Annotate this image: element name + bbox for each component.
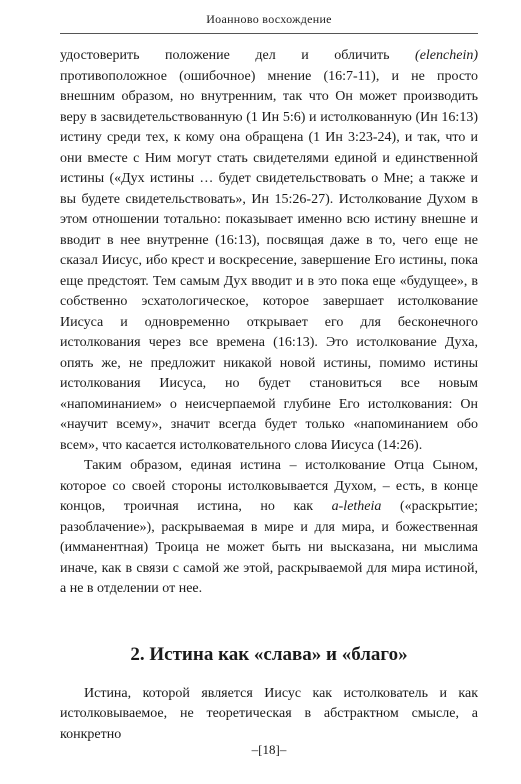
paragraph-conclusion — [60, 456, 478, 600]
spacer — [60, 600, 478, 643]
paragraph-text: удостоверить положение дел и обличить — [60, 48, 416, 63]
paragraph-text: противоположное (ошибочное) мнение (16:7-11), и не просто внешним образом, но внутренним, так что Он может производить веру в засвидетельствованную (1 Ин 5:6) и истолкованную (Ин 16:13) истину среди тех, к кому она обращена (1 Ин 3:23-24), и так, что и они вместе с Ним могут стать свидетелями единой и единственной истины («Дух истины … будет свидетельствовать о Мне; а также и вы будете свидетельствовать», Ин 15:26-27). Истолкование Духом в этом отношении тотально: показывает именно всю истину внешне и вводит в нее внутренне (16:13), посвящая даже в то, чего еще не сказал Иисус, ибо крест и воскресение, завершение Его истины, пока еще предстоят. Тем самым Дух вводит и в это пока еще «будущее», в собственно эсхатологическое, которое завершает истолкование Иисуса и одновременно открывает его для бесконечного истолкования через все времена (16:13). Это истолкование Духа, опять же, не предложит никакой новой истины, помимо истины истолкования Иисуса, но будет становиться все новым «напоминанием» о неисчерпаемой глубине Его истолкования: Он «научит всему», значит всегда будет только «напоминанием обо всем», что касается истолковательного слова Иисуса (14:26). — [60, 68, 478, 453]
greek-term: (elenchein) — [415, 48, 478, 63]
running-header: Иоанново восхождение — [206, 12, 332, 26]
section-heading: 2. Истина как «слава» и «благо» — [130, 643, 408, 665]
paragraph-text: («раскрытие; разоблачение»), раскрываемая в мире и для мира, и божественная (имманентная) Троица не может быть ни высказана, ни мыслима иначе, как в связи с самой же этой, раскрываемой для мира истиной, а не в отделении от нее. — [60, 499, 478, 596]
header-rule — [60, 33, 478, 34]
paragraph-text: Таким образом, единая истина – истолкование Отца Сыном, которое со своей стороны истолковывается Духом, – есть, в конце концов, троичная истина, но как — [60, 458, 478, 514]
page-number: –[18]– — [251, 742, 287, 757]
paragraph-section-start: Истина, которой является Иисус как истолкователь и как истолковываемое, не теоретическая в абстрактном смысле, а конкретно — [60, 685, 478, 742]
greek-term: a-letheia — [331, 499, 382, 514]
page-body — [60, 46, 478, 745]
spacer — [60, 667, 478, 684]
paragraph-continuation — [60, 46, 478, 456]
